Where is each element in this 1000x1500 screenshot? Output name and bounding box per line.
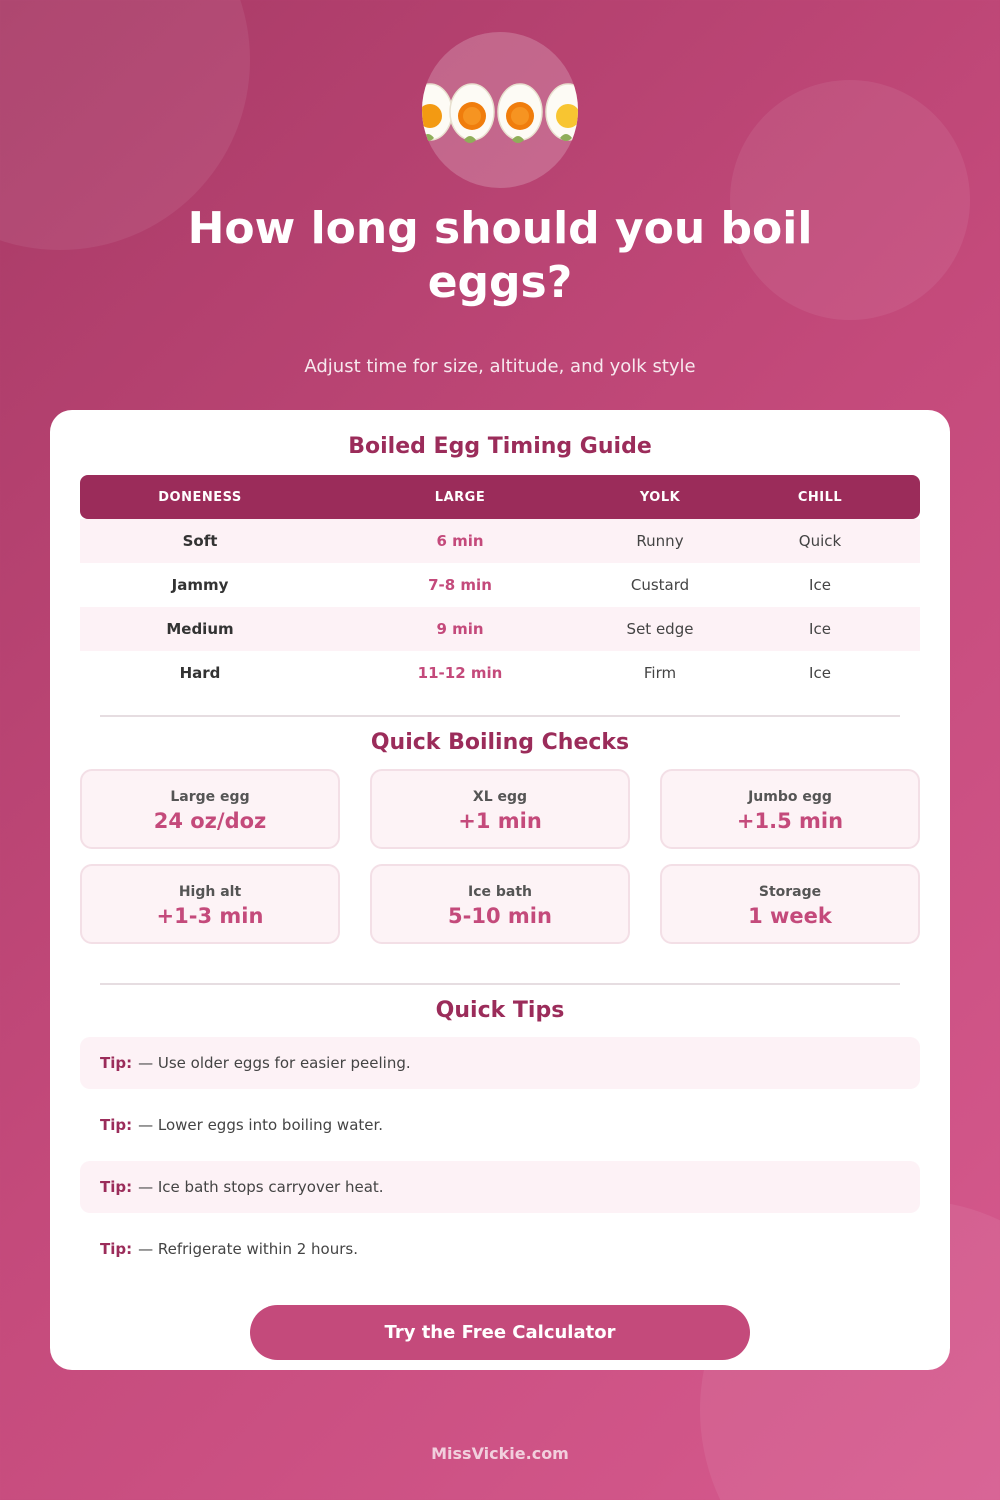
table-row — [80, 519, 920, 563]
doneness-cell: Soft — [182, 532, 218, 550]
column-header-chill: CHILL — [797, 489, 843, 505]
yolk-cell: Runny — [636, 532, 684, 550]
stat-label: Storage — [758, 884, 822, 900]
stat-card — [80, 864, 340, 944]
column-header-doneness: DONENESS — [158, 489, 242, 505]
yolk-cell: Custard — [630, 576, 690, 594]
stat-card — [660, 769, 920, 849]
calculator-button[interactable]: Try the Free Calculator — [250, 1305, 750, 1360]
tip-text: — Use older eggs for easier peeling. — [138, 1054, 411, 1072]
stat-value: 5-10 min — [448, 904, 552, 928]
stat-label: Ice bath — [467, 884, 532, 900]
stat-card — [370, 864, 630, 944]
time-cell: 9 min — [436, 620, 484, 638]
tip-text: — Lower eggs into boiling water. — [138, 1116, 384, 1134]
section-divider — [100, 983, 900, 985]
tip-item — [80, 1037, 920, 1089]
tip-label: Tip: — [100, 1054, 133, 1072]
table-row — [80, 563, 920, 607]
table-header — [80, 475, 920, 519]
stat-label: Jumbo egg — [748, 789, 832, 805]
yolk-cell: Firm — [643, 664, 677, 682]
hero-badge — [422, 32, 578, 188]
doneness-cell: Medium — [166, 620, 234, 638]
table-row — [80, 651, 920, 695]
stat-card — [370, 769, 630, 849]
doneness-cell: Hard — [179, 664, 221, 682]
tip-label: Tip: — [100, 1240, 133, 1258]
stat-label: Large egg — [170, 789, 250, 805]
content-card — [50, 410, 950, 1370]
page-title: How long should you boil eggs? — [187, 203, 813, 308]
tip-item — [80, 1099, 920, 1151]
page-subtitle: Adjust time for size, altitude, and yolk style — [304, 356, 696, 377]
time-cell: 11-12 min — [417, 664, 503, 682]
column-header-large: LARGE — [434, 489, 486, 505]
chill-cell: Ice — [809, 620, 831, 638]
timing-table — [80, 475, 920, 695]
tip-item — [80, 1161, 920, 1213]
section-divider — [100, 715, 900, 717]
yolk-cell: Set edge — [626, 620, 694, 638]
stat-value: +1-3 min — [156, 904, 264, 928]
tip-text: — Ice bath stops carryover heat. — [138, 1178, 384, 1196]
stat-value: +1 min — [458, 809, 542, 833]
checks-title: Quick Boiling Checks — [370, 730, 630, 755]
tip-label: Tip: — [100, 1178, 133, 1196]
chill-cell: Ice — [809, 664, 831, 682]
stat-value: 1 week — [748, 904, 832, 928]
chill-cell: Quick — [798, 532, 842, 550]
footer-brand: MissVickie.com — [431, 1444, 569, 1463]
timing-guide-title: Boiled Egg Timing Guide — [348, 434, 652, 459]
column-header-yolk: YOLK — [639, 489, 681, 505]
stat-label: XL egg — [472, 789, 528, 805]
doneness-cell: Jammy — [171, 576, 229, 594]
stat-card — [80, 769, 340, 849]
chill-cell: Ice — [809, 576, 831, 594]
time-cell: 6 min — [436, 532, 484, 550]
tip-label: Tip: — [100, 1116, 133, 1134]
stat-label: High alt — [178, 884, 242, 900]
tip-text: — Refrigerate within 2 hours. — [138, 1240, 358, 1258]
tips-title: Quick Tips — [435, 998, 565, 1023]
boiled-eggs-icon — [422, 76, 578, 156]
time-cell: 7-8 min — [428, 576, 492, 594]
table-row — [80, 607, 920, 651]
stat-value: +1.5 min — [736, 809, 844, 833]
stat-card — [660, 864, 920, 944]
tip-item — [80, 1223, 920, 1275]
stat-value: 24 oz/doz — [153, 809, 267, 833]
